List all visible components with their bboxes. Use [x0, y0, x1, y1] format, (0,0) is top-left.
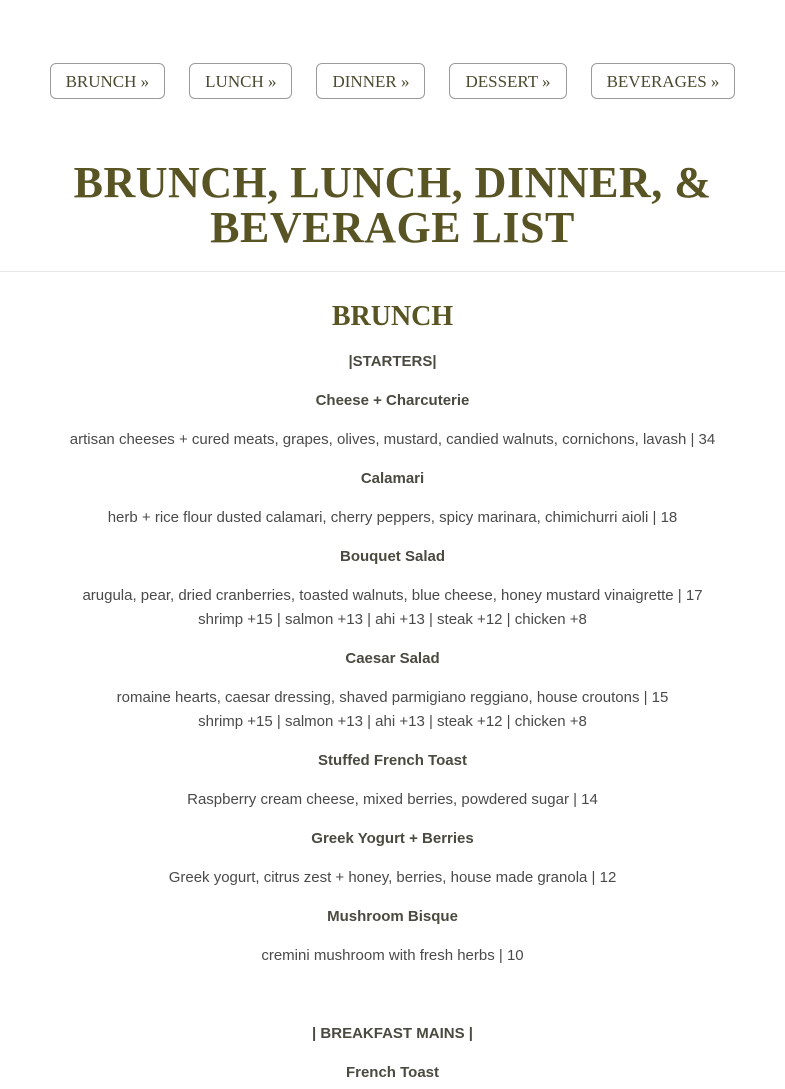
menu-item-description: arugula, pear, dried cranberries, toasted walnuts, blue cheese, honey mustard vinaigrette | 17 [82, 587, 703, 604]
menu-nav [0, 63, 785, 99]
nav-dinner-button[interactable]: DINNER » [316, 63, 425, 99]
category-starters: |STARTERS| [348, 353, 437, 370]
category-breakfast-mains: | BREAKFAST MAINS | [312, 1025, 473, 1042]
nav-dessert-button[interactable]: DESSERT » [449, 63, 566, 99]
menu-item-name: Cheese + Charcuterie [315, 392, 470, 409]
nav-beverages-button[interactable]: BEVERAGES » [591, 63, 736, 99]
page-title-line-2: BEVERAGE LIST [210, 203, 575, 252]
page-title-line-1: BRUNCH, LUNCH, DINNER, & [73, 158, 712, 207]
section-title-brunch: BRUNCH [331, 301, 454, 332]
menu-item-description: herb + rice flour dusted calamari, cherry peppers, spicy marinara, chimichurri aioli | 18 [107, 509, 678, 526]
menu-content [0, 300, 785, 1085]
nav-lunch-button[interactable]: LUNCH » [189, 63, 292, 99]
nav-brunch-button[interactable]: BRUNCH » [50, 63, 166, 99]
menu-item-addons: shrimp +15 | salmon +13 | ahi +13 | steak +12 | chicken +8 [198, 611, 587, 628]
page-title [0, 160, 785, 250]
menu-item-name: French Toast [345, 1064, 440, 1081]
menu-item-addons: shrimp +15 | salmon +13 | ahi +13 | steak +12 | chicken +8 [198, 713, 587, 730]
menu-item-description: cremini mushroom with fresh herbs | 10 [261, 947, 524, 964]
menu-item-name: Mushroom Bisque [327, 908, 458, 925]
menu-item-description: artisan cheeses + cured meats, grapes, olives, mustard, candied walnuts, cornichons, lavash | 34 [69, 431, 716, 448]
menu-item-name: Bouquet Salad [339, 548, 445, 565]
header-divider [0, 271, 785, 272]
menu-item-description: romaine hearts, caesar dressing, shaved parmigiano reggiano, house croutons | 15 [116, 689, 669, 706]
menu-item-name: Calamari [360, 470, 425, 487]
menu-item-description: Raspberry cream cheese, mixed berries, powdered sugar | 14 [187, 791, 598, 808]
menu-item-name: Stuffed French Toast [318, 752, 467, 769]
menu-item-description: Greek yogurt, citrus zest + honey, berries, house made granola | 12 [168, 869, 617, 886]
menu-item-name: Caesar Salad [345, 650, 440, 667]
menu-item-name: Greek Yogurt + Berries [311, 830, 474, 847]
